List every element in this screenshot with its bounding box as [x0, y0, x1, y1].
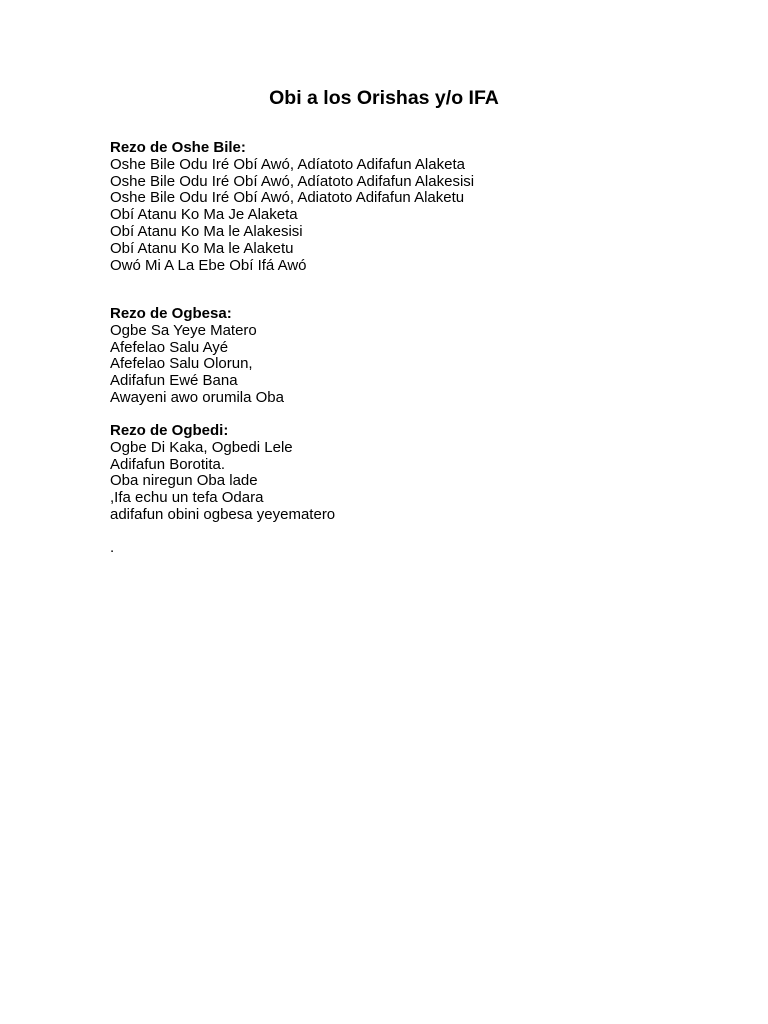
section-heading: Rezo de Oshe Bile:: [110, 139, 246, 156]
verse-line: Oba niregun Oba lade: [110, 472, 258, 490]
verse-line: Afefelao Salu Ayé: [110, 338, 229, 356]
verse-line: Ogbe Sa Yeye Matero: [110, 321, 257, 339]
verse-line: Obí Atanu Ko Ma Je Alaketa: [110, 206, 298, 224]
verse-line: Oshe Bile Odu Iré Obí Awó, Adíatoto Adifafun Alakesisi: [110, 172, 475, 190]
verse-line: Ogbe Di Kaka, Ogbedi Lele: [110, 438, 293, 456]
verse-line: Oshe Bile Odu Iré Obí Awó, Adíatoto Adifafun Alaketa: [110, 155, 465, 173]
verse-line: adifafun obini ogbesa yeyematero: [110, 505, 336, 523]
verse-line: Adifafun Ewé Bana: [110, 372, 238, 390]
section-ogbesa: [110, 306, 670, 407]
verse-line: Awayeni awo orumila Oba: [110, 388, 284, 406]
document-title: Obi a los Orishas y/o IFA: [269, 87, 499, 109]
section-heading: Rezo de Ogbedi:: [110, 422, 229, 439]
verse-line: ,Ifa echu un tefa Odara: [110, 489, 264, 507]
verse-line: Obí Atanu Ko Ma le Alakesisi: [110, 222, 303, 240]
section-oshe-bile: [110, 140, 670, 274]
section-heading: Rezo de Ogbesa:: [110, 305, 232, 322]
trailing-mark: .: [110, 539, 115, 556]
section-ogbedi: [110, 423, 670, 524]
verse-line: Owó Mi A La Ebe Obí Ifá Awó: [110, 256, 307, 274]
verse-line: Adifafun Borotita.: [110, 455, 226, 473]
verse-line: Obí Atanu Ko Ma le Alaketu: [110, 239, 294, 257]
verse-line: Afefelao Salu Olorun,: [110, 355, 253, 373]
verse-line: Oshe Bile Odu Iré Obí Awó, Adiatoto Adifafun Alaketu: [110, 189, 465, 207]
